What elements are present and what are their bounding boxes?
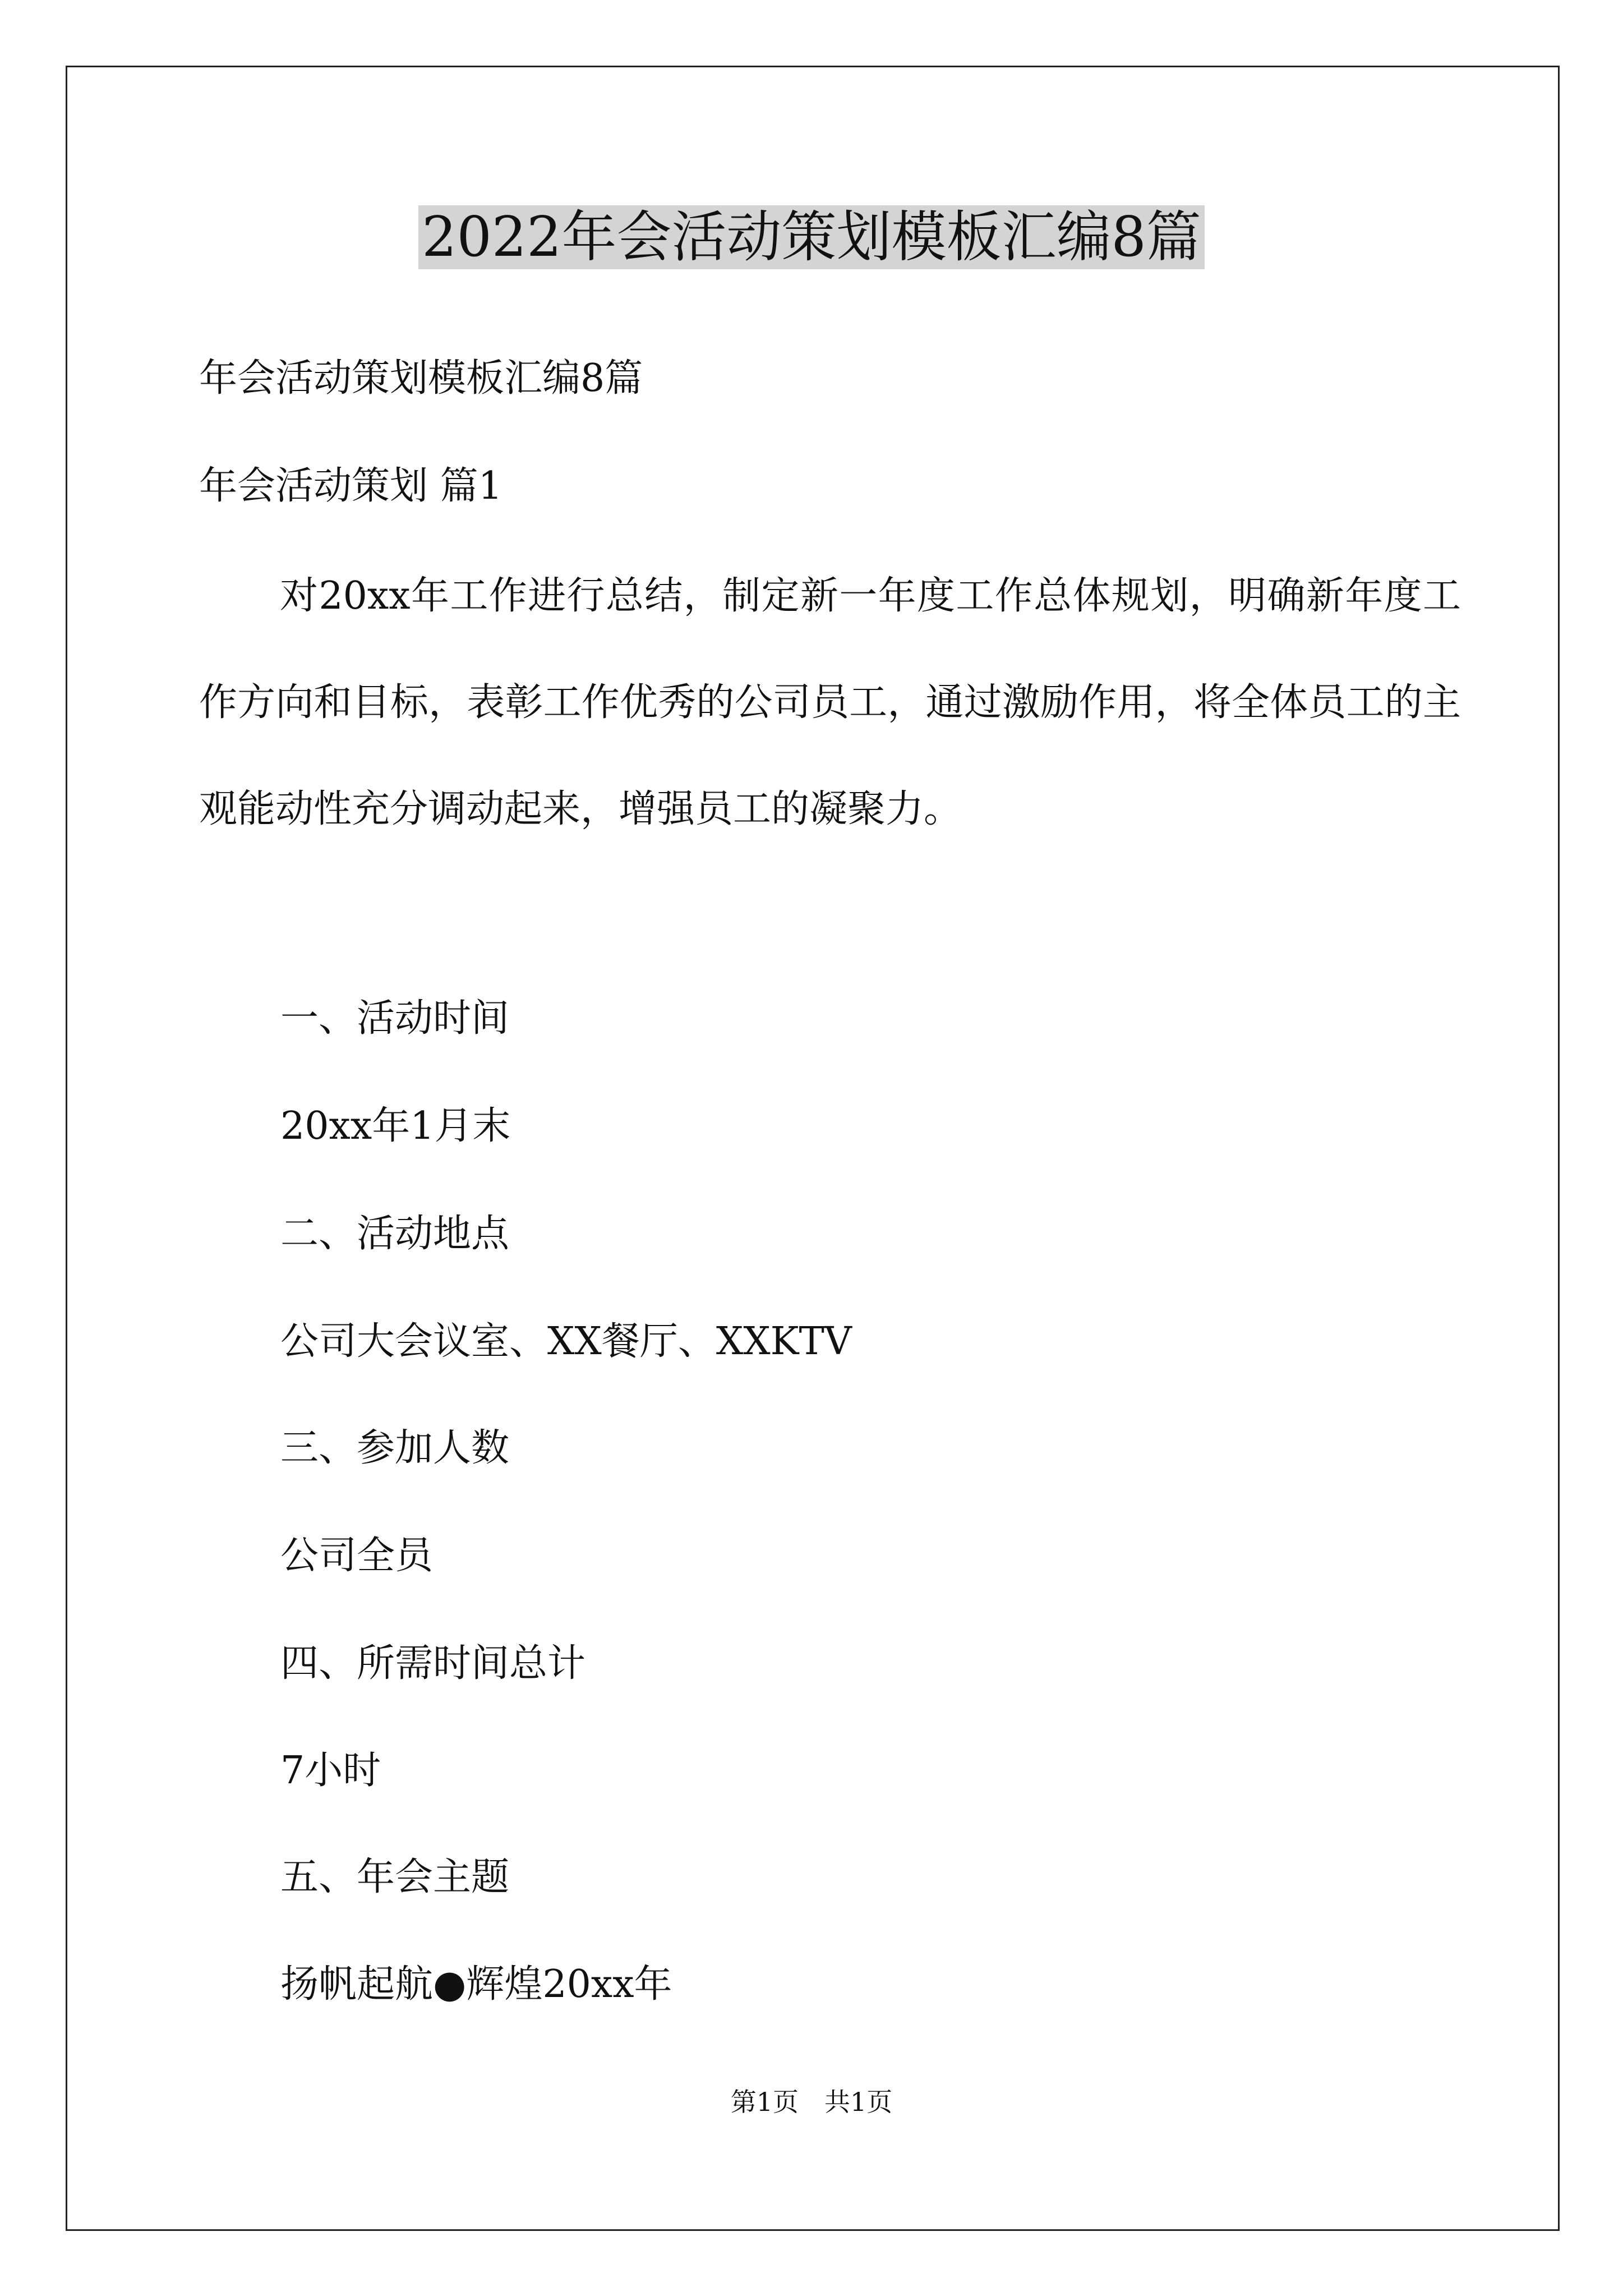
item-heading-theme: 五、年会主题: [280, 1855, 510, 1899]
item-value-theme: 扬帆起航●辉煌20xx年: [280, 1962, 672, 2007]
item-heading-duration: 四、所需时间总计: [280, 1641, 586, 1686]
item-heading-time: 一、活动时间: [280, 996, 510, 1041]
item-value-attendees: 公司全员: [280, 1534, 434, 1578]
intro-paragraph: 对20xx年工作进行总结，制定新一年度工作总体规划，明确新年度工作方向和目标，表彰工作优秀的公司员工，通过激励作用，将全体员工的主观能动性充分调动起来，增强员工的凝聚力。: [199, 574, 1461, 831]
item-value-location: 公司大会议室、XX餐厅、XXKTV: [280, 1319, 852, 1364]
section-heading: 年会活动策划 篇1: [199, 464, 502, 508]
page-footer: 第1页 共1页: [730, 2087, 893, 2117]
item-heading-location: 二、活动地点: [280, 1212, 510, 1256]
document-title-text: 2022年会活动策划模板汇编8篇: [418, 205, 1205, 269]
document-title: [0, 201, 1623, 274]
item-heading-attendees: 三、参加人数: [280, 1426, 510, 1470]
document-subtitle: 年会活动策划模板汇编8篇: [199, 356, 643, 401]
item-value-duration: 7小时: [280, 1749, 381, 1793]
item-value-time: 20xx年1月末: [280, 1104, 511, 1148]
